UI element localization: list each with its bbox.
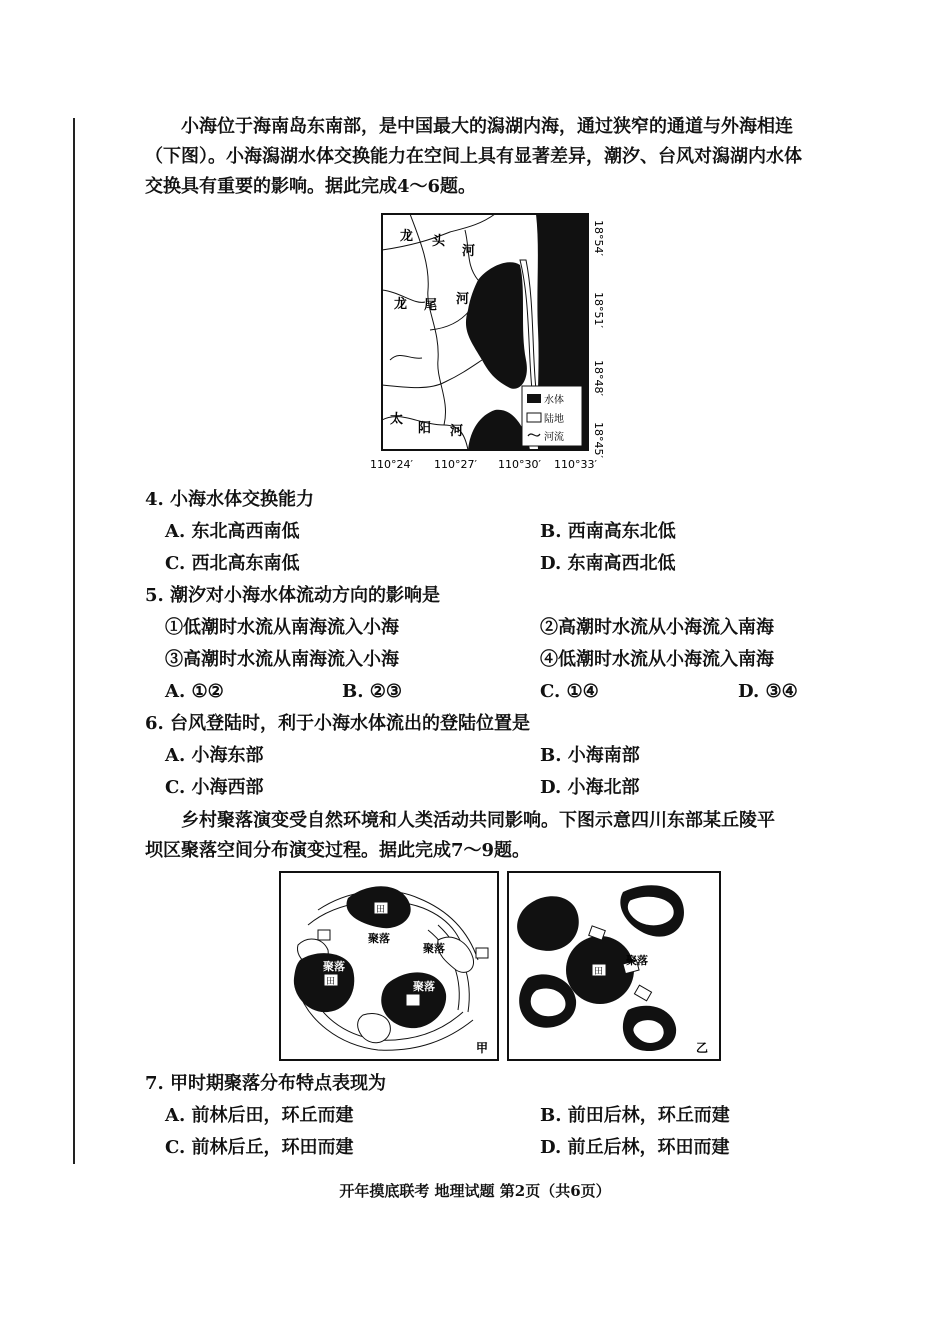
legend-land-label: 陆地 [544, 414, 564, 425]
q6-option-b[interactable]: B. 小海南部 [540, 745, 640, 766]
q4-option-b[interactable]: B. 西南高东北低 [540, 521, 676, 542]
q5-option-d[interactable]: D. ③④ [738, 681, 798, 702]
q7-option-c[interactable]: C. 前林后丘，环田而建 [165, 1137, 354, 1158]
intro1-line1: 小海位于海南岛东南部，是中国最大的潟湖内海，通过狭窄的通道与外海相连 [181, 116, 793, 137]
lon-tick-1: 110°24′ [370, 458, 413, 471]
lat-tick-4: 18°45′ [592, 422, 605, 458]
lat-tick-1: 18°54′ [592, 220, 605, 256]
jia-field-label-2: 田 [326, 977, 336, 987]
q5-option-b[interactable]: B. ②③ [342, 681, 403, 702]
intro2-line1: 乡村聚落演变受自然环境和人类活动共同影响。下图示意四川东部某丘陵平 [181, 810, 775, 831]
xiaohai-map [370, 210, 620, 484]
lat-tick-2: 18°51′ [592, 292, 605, 328]
label-longwei-1: 龙 [394, 297, 408, 312]
legend-water-swatch [527, 394, 541, 403]
settlement-evolution-figure [278, 870, 723, 1069]
label-longtou-2: 头 [432, 234, 446, 249]
question-4-stem: 4. 小海水体交换能力 [145, 489, 315, 510]
q7-option-a[interactable]: A. 前林后田，环丘而建 [165, 1105, 354, 1126]
jia-settlement-label-4: 聚落 [413, 980, 435, 993]
page-footer: 开年摸底联考 地理试题 第2页（共6页） [339, 1182, 611, 1200]
label-longtou-1: 龙 [400, 229, 414, 244]
intro1-line2: （下图）。小海潟湖水体交换能力在空间上具有显著差异，潮汐、台风对潟湖内水体 [145, 146, 802, 167]
lon-tick-2: 110°27′ [434, 458, 477, 471]
lon-tick-4: 110°33′ [554, 458, 597, 471]
q4-option-c[interactable]: C. 西北高东南低 [165, 553, 300, 574]
q5-option-a[interactable]: A. ①② [165, 681, 224, 702]
q7-option-b[interactable]: B. 前田后林，环丘而建 [540, 1105, 730, 1126]
q5-statement-3: ③高潮时水流从南海流入小海 [165, 649, 399, 670]
legend-land-swatch [527, 413, 541, 422]
binding-margin-line [73, 118, 75, 1164]
label-longtou-3: 河 [462, 244, 476, 259]
intro-paragraph-2 [145, 806, 845, 866]
intro1-line3: 交换具有重要的影响。据此完成4～6题。 [145, 176, 477, 197]
yi-settlement-label: 聚落 [626, 954, 648, 967]
yi-field-label: 田 [594, 967, 604, 977]
panel-jia-label: 甲 [476, 1041, 489, 1055]
panel-jia [280, 872, 498, 1060]
question-7-stem: 7. 甲时期聚落分布特点表现为 [145, 1073, 387, 1094]
label-taiyang-2: 阳 [418, 421, 432, 436]
panel-yi-label: 乙 [696, 1041, 709, 1055]
jia-field-label-1: 田 [376, 905, 386, 915]
jia-settlement-label-2: 聚落 [423, 942, 445, 955]
jia-settlement-label-3: 聚落 [323, 960, 345, 973]
label-longwei-2: 尾 [424, 298, 438, 313]
q6-option-c[interactable]: C. 小海西部 [165, 777, 264, 798]
q4-option-a[interactable]: A. 东北高西南低 [165, 521, 300, 542]
q7-option-d[interactable]: D. 前丘后林，环田而建 [540, 1137, 730, 1158]
intro2-line2: 坝区聚落空间分布演变过程。据此完成7～9题。 [145, 840, 531, 861]
lat-tick-3: 18°48′ [592, 360, 605, 396]
q6-option-a[interactable]: A. 小海东部 [165, 745, 264, 766]
q4-option-d[interactable]: D. 东南高西北低 [540, 553, 676, 574]
q5-statement-2: ②高潮时水流从小海流入南海 [540, 617, 774, 638]
lon-tick-3: 110°30′ [498, 458, 541, 471]
panel-yi [508, 872, 720, 1060]
legend-river-label: 河流 [544, 432, 564, 443]
intro-paragraph-1 [145, 112, 845, 202]
q6-option-d[interactable]: D. 小海北部 [540, 777, 640, 798]
legend-water-label: 水体 [544, 395, 564, 406]
q5-statement-1: ①低潮时水流从南海流入小海 [165, 617, 399, 638]
label-taiyang-1: 太 [390, 412, 404, 427]
jia-settlement-label-1: 聚落 [368, 932, 390, 945]
label-taiyang-3: 河 [450, 424, 464, 439]
q5-statement-4: ④低潮时水流从小海流入南海 [540, 649, 774, 670]
label-longwei-3: 河 [456, 292, 470, 307]
question-6-stem: 6. 台风登陆时，利于小海水体流出的登陆位置是 [145, 713, 531, 734]
question-5-stem: 5. 潮汐对小海水体流动方向的影响是 [145, 585, 441, 606]
q5-option-c[interactable]: C. ①④ [540, 681, 599, 702]
